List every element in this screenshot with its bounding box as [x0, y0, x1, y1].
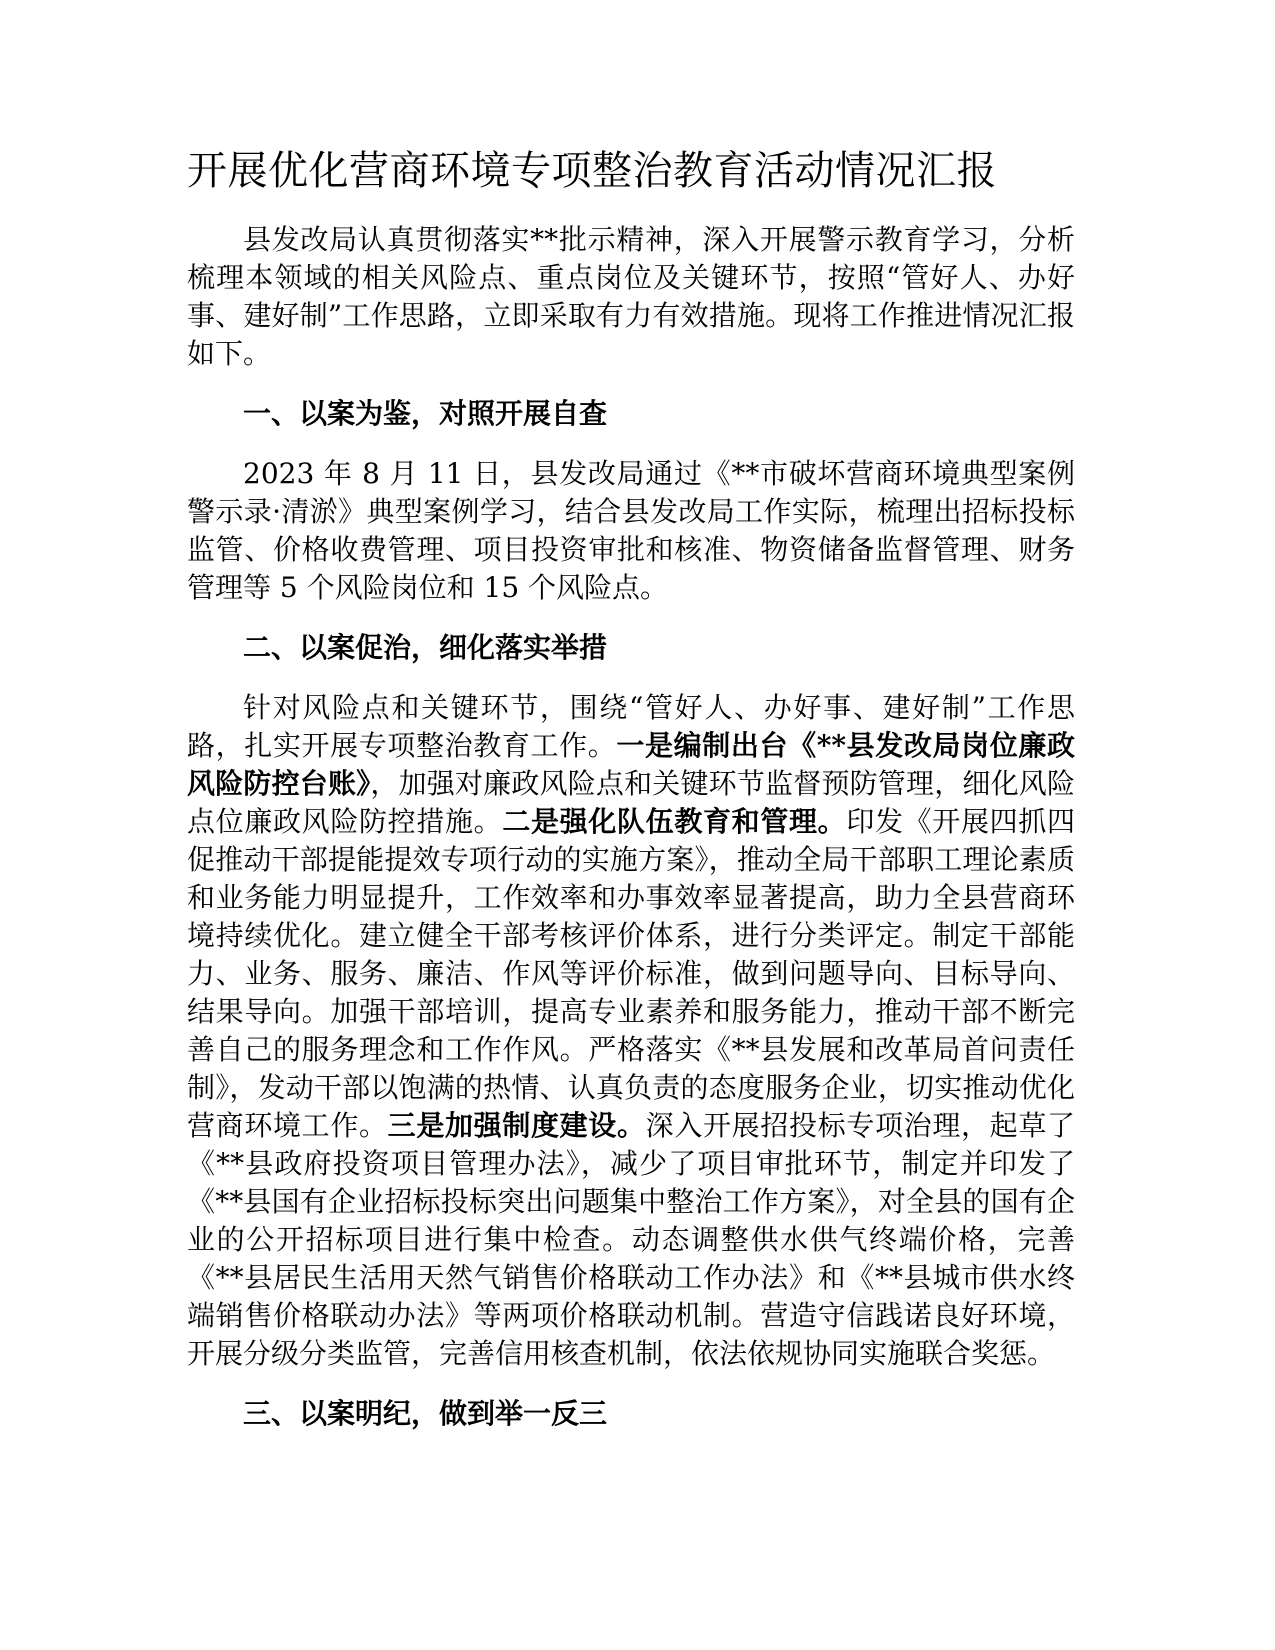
section-2-heading: 二、以案促治，细化落实举措	[243, 631, 608, 664]
intro-paragraph: 县发改局认真贯彻落实**批示精神，深入开展警示教育学习，分析梳理本领域的相关风险点、重点岗位及关键环节，按照“管好人、办好事、建好制”工作思路，立即采取有力有效措施。现将工作推进情况汇报如下。	[187, 223, 1075, 370]
document-title: 开展优化营商环境专项整治教育活动情况汇报	[187, 148, 997, 194]
section-2-text-a: 针对风险点和关键环节，围绕“管好人、办好事、建好制”工作思路，扎实开展专项整治教育工作。	[187, 691, 1075, 762]
section-1-heading: 一、以案为鉴，对照开展自查	[243, 397, 608, 430]
document-body	[187, 145, 1075, 1433]
section-2-bold-point-1: 一是编制出台《**县发改局岗位廉政风险防控台账》	[187, 729, 1075, 800]
section-2-paragraph	[187, 689, 1075, 1373]
section-1-paragraph: 2023 年 8 月 11 日，县发改局通过《**市破坏营商环境典型案例警示录·清淤》典型案例学习，结合县发改局工作实际，梳理出招标投标监管、价格收费管理、项目投资审批和核准、物资储备监督管理、财务管理等 5 个风险岗位和 15 个风险点。	[187, 457, 1075, 604]
section-3-heading: 三、以案明纪，做到举一反三	[243, 1397, 608, 1430]
section-2-text-d: 深入开展招投标专项治理，起草了《**县政府投资项目管理办法》，减少了项目审批环节，制定并印发了《**县国有企业招标投标突出问题集中整治工作方案》，对全县的国有企业的公开招标项目进行集中检查。动态调整供水供气终端价格，完善《**县居民生活用天然气销售价格联动工作办法》和《**县城市供水终端销售价格联动办法》等两项价格联动机制。营造守信践诺良好环境，开展分级分类监管，完善信用核查机制，依法依规协同实施联合奖惩。	[187, 1109, 1075, 1370]
section-2-bold-point-2: 二是强化队伍教育和管理。	[502, 805, 847, 838]
section-2-text-c: 印发《开展四抓四促推动干部提能提效专项行动的实施方案》，推动全局干部职工理论素质和业务能力明显提升，工作效率和办事效率显著提高，助力全县营商环境持续优化。建立健全干部考核评价体系，进行分类评定。制定干部能力、业务、服务、廉洁、作风等评价标准，做到问题导向、目标导向、结果导向。加强干部培训，提高专业素养和服务能力，推动干部不断完善自己的服务理念和工作作风。严格落实《**县发展和改革局首问责任制》，发动干部以饱满的热情、认真负责的态度服务企业，切实推动优化营商环境工作。	[187, 805, 1075, 1142]
section-2-text-b: ，加强对廉政风险点和关键环节监督预防管理，细化风险点位廉政风险防控措施。	[187, 767, 1075, 838]
section-2-bold-point-3: 三是加强制度建设。	[387, 1109, 646, 1142]
